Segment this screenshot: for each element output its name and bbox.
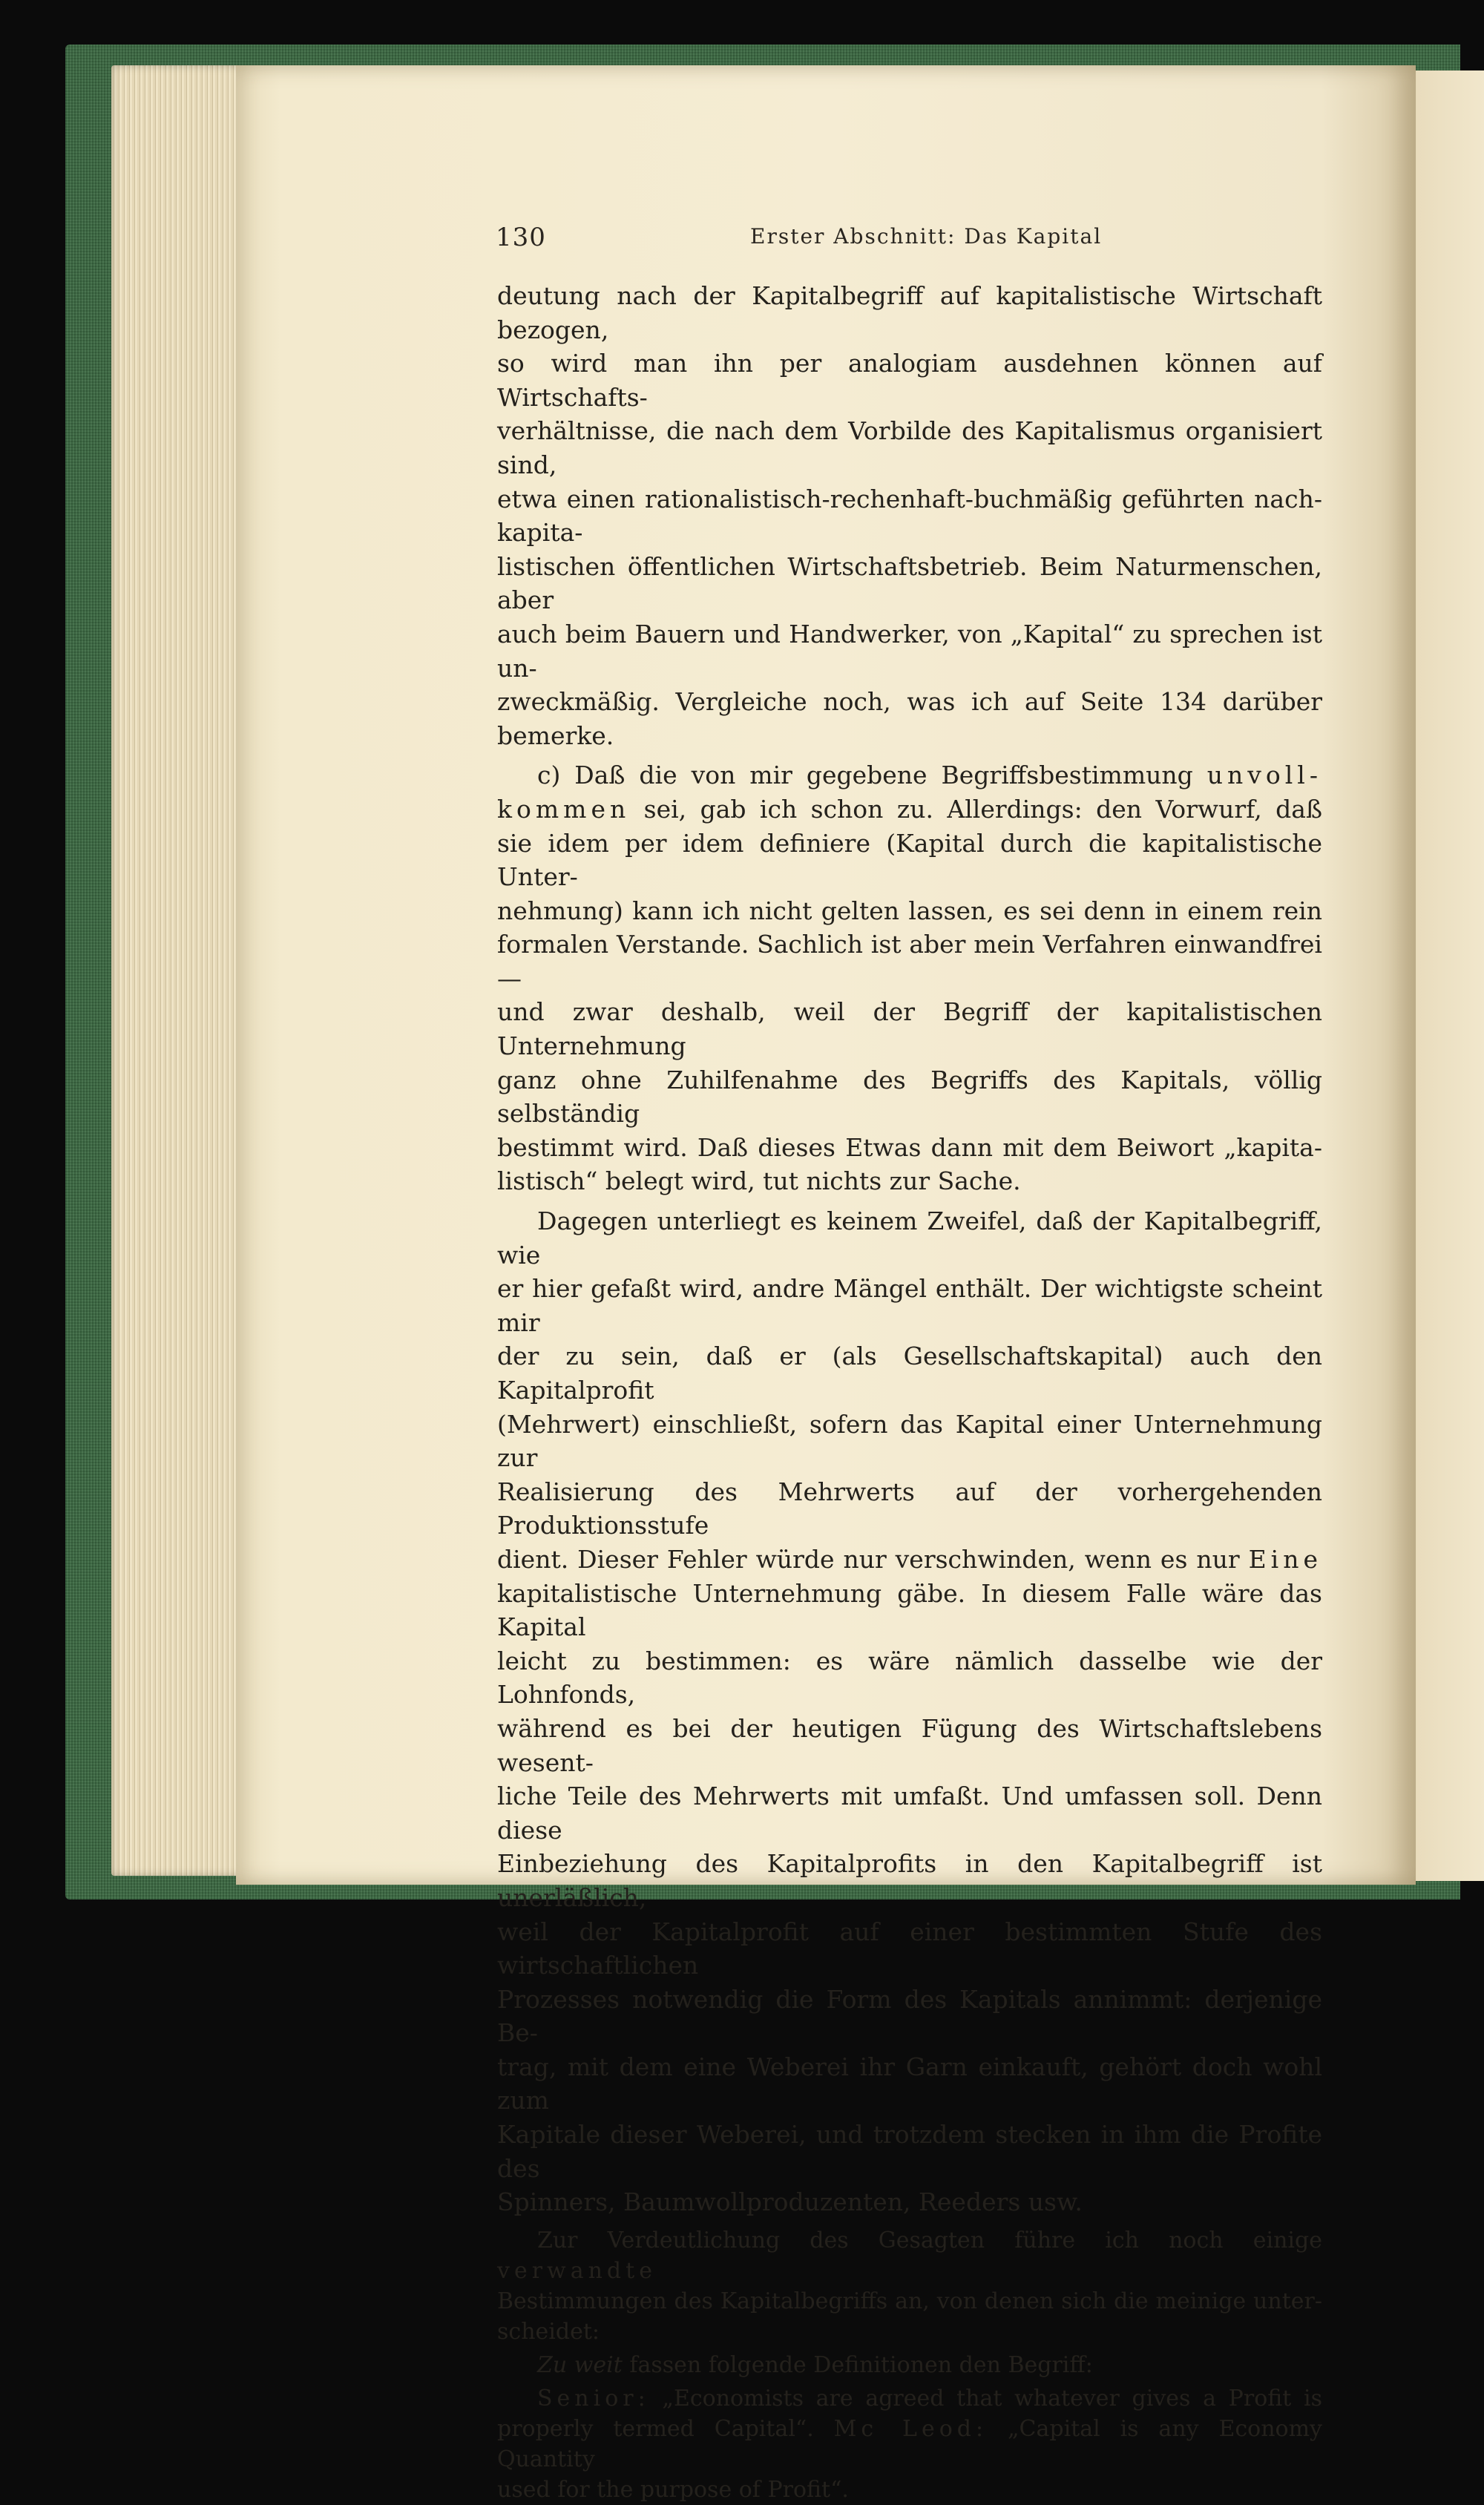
paragraph-5 (497, 2350, 1322, 2380)
text-line (497, 2414, 1322, 2475)
text-run: c) Daß die von mir gegebene Begriffsbestimmung (537, 761, 1193, 790)
text-line: listischen öffentlichen Wirtschaftsbetrieb. Beim Naturmenschen, aber (497, 551, 1322, 615)
paragraph-3 (497, 1204, 1322, 2219)
spaced-emphasis: kommen (497, 794, 631, 824)
text-line: Spinners, Baumwollproduzenten, Reeders usw. (497, 2187, 1083, 2217)
paragraph-2 (497, 758, 1322, 1198)
running-title: Erster Abschnitt: Das Kapital (750, 224, 1103, 249)
text-run: „Capital is any Economy Quantity (497, 2415, 1322, 2472)
text-line: bestimmt wird. Daß dieses Etwas dann mit dem Beiwort „kapita- (497, 1132, 1322, 1162)
text-run: properly termed Capital“. (497, 2415, 814, 2442)
text-line (497, 792, 1322, 827)
text-line (497, 2225, 1322, 2286)
text-line (497, 2383, 1322, 2414)
text-run: sei, gab ich schon zu. Allerdings: den Vorwurf, daß (643, 794, 1322, 824)
text-line: so wird man ihn per analogiam ausdehnen können auf Wirtschafts- (497, 349, 1322, 412)
text-run: Zur Verdeutlichung des Gesagten führe ich noch einige (537, 2227, 1322, 2253)
text-line: leicht zu bestimmen: es wäre nämlich dasselbe wie der Lohnfonds, (497, 1646, 1322, 1710)
text-line: er hier gefaßt wird, andre Mängel enthält. Der wichtigste scheint mir (497, 1274, 1322, 1337)
text-line: (Mehrwert) einschließt, sofern das Kapital einer Unternehmung zur (497, 1409, 1322, 1473)
spaced-emphasis: Senior: (537, 2385, 650, 2412)
text-line: scheidet: (497, 2318, 600, 2345)
text-line: Kapitale dieser Weberei, und trotzdem stecken in ihm die Profite des (497, 2120, 1322, 2183)
body-text (497, 279, 1322, 2505)
text-line: sie idem per idem definiere (Kapital durch die kapitalistische Unter- (497, 828, 1322, 892)
text-run: dient. Dieser Fehler würde nur verschwinden, wenn es nur (497, 1544, 1240, 1574)
text-line (497, 2350, 1322, 2380)
text-line: Prozesses notwendig die Form des Kapitals annimmt: derjenige Be- (497, 1984, 1322, 2048)
text-line: auch beim Bauern und Handwerker, von „Kapital“ zu sprechen ist un- (497, 619, 1322, 683)
text-line: listisch“ belegt wird, tut nichts zur Sache. (497, 1166, 1021, 1196)
spaced-emphasis: Eine (1248, 1544, 1322, 1574)
text-line: ganz ohne Zuhilfenahme des Begriffs des Kapitals, völlig selbständig (497, 1065, 1322, 1129)
text-line: liche Teile des Mehrwerts mit umfaßt. Und umfassen soll. Denn diese (497, 1782, 1322, 1845)
text-line: etwa einen rationalistisch-rechenhaft-buchmäßig geführten nach-kapita- (497, 484, 1322, 548)
text-line: und zwar deshalb, weil der Begriff der kapitalistischen Unternehmung (497, 997, 1322, 1061)
text-line: formalen Verstande. Sachlich ist aber mein Verfahren einwandfrei — (497, 930, 1322, 993)
text-line: verhältnisse, die nach dem Vorbilde des Kapitalismus organisiert sind, (497, 416, 1322, 479)
text-line: zweckmäßig. Vergleiche noch, was ich auf Seite 134 darüber bemerke. (497, 687, 1322, 750)
text-line: während es bei der heutigen Fügung des Wirtschaftslebens wesent- (497, 1713, 1322, 1777)
text-line: weil der Kapitalprofit auf einer bestimmten Stufe des wirtschaftlichen (497, 1917, 1322, 1980)
page-edges (111, 65, 245, 1876)
page-number: 130 (496, 223, 546, 252)
text-line: nehmung) kann ich nicht gelten lassen, es sei denn in einem rein (497, 896, 1322, 925)
spaced-emphasis: Mc Leod: (833, 2415, 988, 2442)
text-line: Einbeziehung des Kapitalprofits in den Kapitalbegriff ist unerläßlich, (497, 1849, 1322, 1912)
text-line: trag, mit dem eine Weberei ihr Garn einkauft, gehört doch wohl zum (497, 2052, 1322, 2115)
spaced-emphasis: unvoll- (1206, 761, 1322, 790)
text-line (497, 1543, 1322, 1577)
text-line: Realisierung des Mehrwerts auf der vorhergehenden Produktionsstufe (497, 1477, 1322, 1540)
running-head (496, 220, 1327, 257)
text-run: „Economists are agreed that whatever gives a Profit is (662, 2385, 1322, 2412)
paragraph-4 (497, 2225, 1322, 2347)
text-line: kapitalistische Unternehmung gäbe. In diesem Falle wäre das Kapital (497, 1578, 1322, 1642)
text-line: deutung nach der Kapitalbegriff auf kapitalistische Wirtschaft bezogen, (497, 281, 1322, 344)
text-line: der zu sein, daß er (als Gesellschaftskapital) auch den Kapitalprofit (497, 1342, 1322, 1405)
text-line: Bestimmungen des Kapitalbegriffs an, von denen sich die meinige unter- (497, 2288, 1322, 2314)
spaced-emphasis: verwandte (497, 2257, 657, 2284)
paragraph-1 (497, 279, 1322, 752)
paragraph-6 (497, 2383, 1322, 2505)
text-line: used for the purpose of Profit“. (497, 2476, 849, 2503)
text-line (497, 758, 1322, 792)
text-run: fassen folgende Definitionen den Begriff: (629, 2351, 1093, 2378)
italic-emphasis: Zu weit (537, 2351, 623, 2378)
text-line: Dagegen unterliegt es keinem Zweifel, daß der Kapitalbegriff, wie (497, 1206, 1322, 1270)
